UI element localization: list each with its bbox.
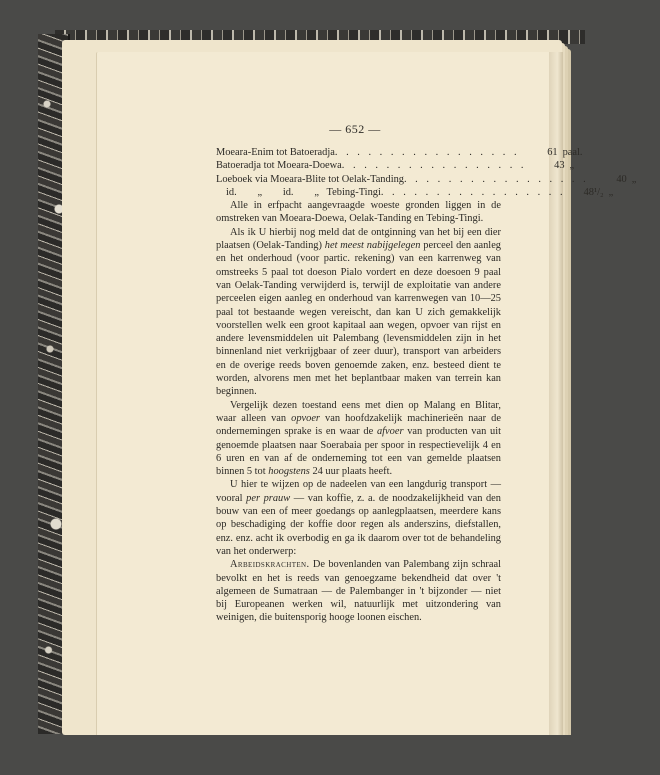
emphasis: het meest nabijgelegen: [324, 240, 421, 252]
route-unit: „: [631, 173, 637, 185]
route-distance-table: [216, 146, 637, 199]
bottom-background: [62, 735, 582, 775]
paragraph: Als ik U hierbij nog meld dat de ontginning van het bij een dier plaatsen (Oelak-Tanding) het meest nabijgelegen perceel den aanleg en het onderhoud (voor partic. rekening) van een karrenweg van omstreeks 5 paal tot doeson Pialo vordert en deze doesoen 9 paal van Oelak-Tanding verwijderd is, terwijl de exploitatie van andere perceelen eigen aanleg en onderhoud van karrenwegen van 10—25 paal tot bestaande wegen vereischt, dan kan U zich gemakkelijk voorstellen welk een groot kapitaal aan wegen, opvoer van rijst en andere levensmiddelen uit Palembang (levensmiddelen zijn in het binnenland niet verkrijgbaar of zeer duur), transport van arbeiders en de overige reeds boven genoemde zaken, enz. besteed dient te worden, alvorens men met het beplantbaar maken van terrein kan beginnen.: [216, 226, 501, 398]
route-row: [216, 159, 575, 172]
section-heading: Arbeidskrachten.: [230, 559, 310, 571]
paragraph: U hier te wijzen op de nadeelen van een langdurig transport — vooral per prauw — van koffie, z. a. de noodzakelijkheid van den bouw van een of meer goedangs op aanlegplaatsen, meerdere kans op beschadiging der koffie door regen als anderszins, diefstallen, enz. enz. acht ik overbodig en ga ik daarom over tot de behandeling van het onderwerp:: [216, 479, 501, 557]
route-distance: 40: [616, 173, 627, 185]
paragraph: Vergelijk dezen toestand eens met dien op Malang en Blitar, waar alleen van opvoer van hoofdzakelijk machinerieën naar de ondernemingen sprake is en waar de afvoer van producten van uit genoemde plaatsen naar Soerabaia per spoor in respectievelijk 4 en 6 uren en van af de onderneming tot een van gemelde plaatsen binnen 5 tot hoogstens 24 uur plaats heeft.: [216, 399, 501, 478]
route-unit: paal.: [562, 147, 583, 158]
route-unit: „: [608, 186, 614, 198]
route-name: Batoeradja tot Moeara-Doewa: [216, 160, 342, 172]
route-row: [216, 146, 583, 159]
route-row: [216, 186, 614, 199]
emphasis: afvoer: [376, 426, 404, 438]
emphasis: opvoer: [291, 412, 320, 424]
route-row: [216, 173, 637, 186]
page-text: [216, 118, 637, 625]
leader-dots: . . . . . . . . . . . . . . . . .: [380, 186, 566, 198]
leader-dots: . . . . . . . . . . . . . . . . .: [334, 147, 520, 158]
emphasis: hoogstens: [268, 466, 310, 478]
route-name: Moeara-Enim tot Batoeradja: [216, 147, 335, 158]
leader-dots: . . . . . . . . . . . . . . . . .: [403, 173, 589, 185]
leader-dots: . . . . . . . . . . . . . . . . .: [341, 160, 527, 172]
paragraph: Arbeidskrachten. De bovenlanden van Palembang zijn schraal bevolkt en het is reeds van genoegzame bekendheid dat over 't algemeen de Sumatraan — de Palembanger in 't bijzonder — niet bij Europeanen werken wil, natuurlijk met uitzondering van weinigen, die buitensporig hooge loonen eischen.: [216, 559, 501, 624]
route-unit: „: [569, 160, 575, 172]
route-distance: 61: [547, 147, 558, 158]
route-name: id. „ id. „ Tebing-Tingi: [226, 186, 381, 198]
paragraph: Alle in erfpacht aangevraagde woeste gronden liggen in de omstreken van Moeara-Doewa, Oelak-Tanding en Tebing-Tingi.: [216, 200, 501, 225]
emphasis: per prauw: [246, 492, 291, 504]
route-name: Loeboek via Moeara-Blite tot Oelak-Tanding: [216, 173, 404, 185]
route-distance: 48¹/₂: [583, 186, 604, 198]
page-number: — 652 —: [329, 122, 381, 136]
route-distance: 43: [554, 160, 565, 172]
